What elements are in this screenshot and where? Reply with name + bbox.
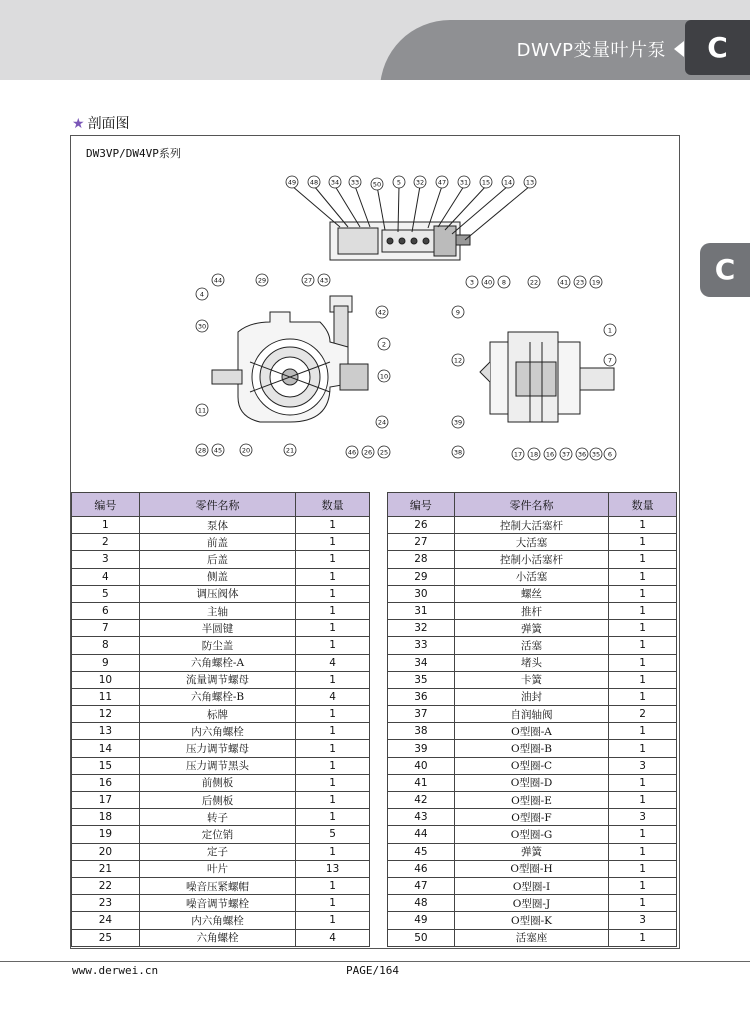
part-number-cell: 12 (72, 706, 140, 723)
part-number-cell: 49 (388, 912, 455, 929)
table-row (388, 551, 677, 568)
header-number: 编号 (72, 493, 140, 517)
callout-right-15: 18 (529, 450, 539, 459)
table-row (388, 637, 677, 654)
part-quantity-cell: 13 (296, 860, 370, 877)
callout-right-13: 38 (453, 448, 463, 457)
callout-top-4: 33 (350, 178, 360, 187)
part-number-cell: 1 (72, 517, 140, 534)
part-quantity-cell: 4 (296, 688, 370, 705)
part-quantity-cell: 1 (296, 585, 370, 602)
callout-top-2: 48 (309, 178, 319, 187)
part-name-cell: 活塞座 (454, 929, 608, 946)
callout-right-2: 40 (483, 278, 493, 287)
callout-top-12: 13 (525, 178, 535, 187)
table-row (388, 912, 677, 929)
part-quantity-cell: 1 (609, 895, 677, 912)
part-number-cell: 31 (388, 602, 455, 619)
callout-left-10: 11 (197, 406, 207, 415)
cross-section-drawing (190, 172, 630, 464)
part-number-cell: 27 (388, 534, 455, 551)
part-quantity-cell: 1 (609, 740, 677, 757)
header-title: DWVP变量叶片泵 (516, 40, 666, 61)
part-number-cell: 8 (72, 637, 140, 654)
table-row (388, 534, 677, 551)
part-quantity-cell: 1 (609, 620, 677, 637)
part-quantity-cell: 1 (609, 877, 677, 894)
part-number-cell: 14 (72, 740, 140, 757)
callout-top-1: 49 (287, 178, 297, 187)
parts-table-right (387, 492, 677, 947)
part-name-cell: O型圈-G (454, 826, 608, 843)
part-name-cell: 调压阀体 (139, 585, 295, 602)
table-row (72, 534, 370, 551)
part-name-cell: 前盖 (139, 534, 295, 551)
part-name-cell: O型圈-A (454, 723, 608, 740)
callout-right-9: 1 (607, 326, 613, 335)
callout-top-10: 15 (481, 178, 491, 187)
part-quantity-cell: 1 (296, 895, 370, 912)
part-name-cell: 控制大活塞杆 (454, 517, 608, 534)
table-row (388, 895, 677, 912)
table-row (388, 723, 677, 740)
callout-right-4: 22 (529, 278, 539, 287)
table-row (388, 585, 677, 602)
part-name-cell: O型圈-J (454, 895, 608, 912)
part-quantity-cell: 1 (296, 774, 370, 791)
series-label: DW3VP/DW4VP系列 (86, 147, 181, 160)
table-row (388, 620, 677, 637)
part-number-cell: 30 (388, 585, 455, 602)
part-quantity-cell: 1 (296, 912, 370, 929)
side-chapter-tab[interactable]: C (700, 243, 750, 297)
part-number-cell: 21 (72, 860, 140, 877)
part-name-cell: 油封 (454, 688, 608, 705)
part-name-cell: 六角螺栓 (139, 929, 295, 946)
callout-right-11: 7 (607, 356, 613, 365)
part-quantity-cell: 1 (609, 723, 677, 740)
part-name-cell: 压力调节黑头 (139, 757, 295, 774)
part-quantity-cell: 1 (296, 706, 370, 723)
part-quantity-cell: 1 (296, 620, 370, 637)
callout-right-6: 23 (575, 278, 585, 287)
part-number-cell: 25 (72, 929, 140, 946)
callout-left-4: 43 (319, 276, 329, 285)
part-number-cell: 34 (388, 654, 455, 671)
part-quantity-cell: 5 (296, 826, 370, 843)
part-name-cell: 噪音调节螺栓 (139, 895, 295, 912)
star-icon: ★ (72, 116, 85, 132)
part-name-cell: 内六角螺栓 (139, 723, 295, 740)
table-row (72, 895, 370, 912)
part-number-cell: 26 (388, 517, 455, 534)
part-name-cell: O型圈-C (454, 757, 608, 774)
part-number-cell: 39 (388, 740, 455, 757)
part-name-cell: O型圈-F (454, 809, 608, 826)
part-quantity-cell: 1 (609, 688, 677, 705)
callout-left-1: 44 (213, 276, 223, 285)
table-row (388, 706, 677, 723)
part-quantity-cell: 4 (296, 654, 370, 671)
table-row (72, 929, 370, 946)
header-part-name: 零件名称 (139, 493, 295, 517)
table-row (388, 826, 677, 843)
part-name-cell: 弹簧 (454, 620, 608, 637)
part-quantity-cell: 1 (296, 637, 370, 654)
part-number-cell: 4 (72, 568, 140, 585)
table-row (72, 843, 370, 860)
callout-right-10: 12 (453, 356, 463, 365)
table-row (72, 688, 370, 705)
table-header-row (388, 493, 677, 517)
table-header-row (72, 493, 370, 517)
table-row (388, 929, 677, 946)
callout-top-7: 32 (415, 178, 425, 187)
part-name-cell: 前侧板 (139, 774, 295, 791)
part-name-cell: 后盖 (139, 551, 295, 568)
table-row (388, 671, 677, 688)
part-quantity-cell: 1 (609, 671, 677, 688)
callout-left-2: 29 (257, 276, 267, 285)
callout-left-9: 10 (379, 372, 389, 381)
table-row (388, 877, 677, 894)
part-quantity-cell: 1 (296, 602, 370, 619)
table-row (388, 740, 677, 757)
part-name-cell: 主轴 (139, 602, 295, 619)
table-row (72, 585, 370, 602)
part-name-cell: 卡簧 (454, 671, 608, 688)
part-number-cell: 28 (388, 551, 455, 568)
part-quantity-cell: 3 (609, 757, 677, 774)
part-number-cell: 33 (388, 637, 455, 654)
part-number-cell: 13 (72, 723, 140, 740)
section-title (72, 113, 130, 133)
part-name-cell: 堵头 (454, 654, 608, 671)
part-number-cell: 35 (388, 671, 455, 688)
part-number-cell: 32 (388, 620, 455, 637)
table-row (388, 843, 677, 860)
header-quantity: 数量 (609, 493, 677, 517)
part-quantity-cell: 1 (609, 551, 677, 568)
table-row (388, 860, 677, 877)
part-number-cell: 5 (72, 585, 140, 602)
part-name-cell: 活塞 (454, 637, 608, 654)
table-row (72, 774, 370, 791)
part-name-cell: 侧盖 (139, 568, 295, 585)
part-quantity-cell: 1 (609, 929, 677, 946)
part-name-cell: 内六角螺栓 (139, 912, 295, 929)
part-quantity-cell: 1 (296, 671, 370, 688)
part-name-cell: 推杆 (454, 602, 608, 619)
part-number-cell: 47 (388, 877, 455, 894)
table-row (72, 809, 370, 826)
part-number-cell: 2 (72, 534, 140, 551)
callout-top-6: 5 (396, 178, 402, 187)
part-quantity-cell: 1 (609, 774, 677, 791)
callout-left-15: 21 (285, 446, 295, 455)
part-name-cell: O型圈-E (454, 792, 608, 809)
part-quantity-cell: 1 (609, 637, 677, 654)
callout-top-8: 47 (437, 178, 447, 187)
part-quantity-cell: 1 (609, 860, 677, 877)
part-name-cell: 噪音压紧螺帽 (139, 877, 295, 894)
table-row (72, 568, 370, 585)
callout-right-12: 39 (453, 418, 463, 427)
part-quantity-cell: 1 (609, 826, 677, 843)
table-row (388, 654, 677, 671)
part-quantity-cell: 1 (296, 551, 370, 568)
header-arrow-icon (674, 41, 684, 57)
part-number-cell: 46 (388, 860, 455, 877)
table-row (388, 568, 677, 585)
part-quantity-cell: 1 (296, 534, 370, 551)
part-name-cell: 流量调节螺母 (139, 671, 295, 688)
callout-right-7: 19 (591, 278, 601, 287)
part-quantity-cell: 1 (296, 568, 370, 585)
table-row (72, 740, 370, 757)
table-row (72, 637, 370, 654)
callout-right-14: 17 (513, 450, 523, 459)
part-name-cell: O型圈-D (454, 774, 608, 791)
table-row (72, 912, 370, 929)
callout-top-11: 14 (503, 178, 513, 187)
callout-left-6: 30 (197, 322, 207, 331)
callout-right-5: 41 (559, 278, 569, 287)
part-number-cell: 24 (72, 912, 140, 929)
section-title-text: 剖面图 (87, 116, 130, 132)
part-number-cell: 42 (388, 792, 455, 809)
callout-left-17: 26 (363, 448, 373, 457)
callout-right-16: 16 (545, 450, 555, 459)
part-name-cell: 压力调节螺母 (139, 740, 295, 757)
part-quantity-cell: 1 (296, 792, 370, 809)
part-quantity-cell: 1 (296, 723, 370, 740)
part-quantity-cell: 1 (609, 517, 677, 534)
part-number-cell: 3 (72, 551, 140, 568)
part-quantity-cell: 4 (296, 929, 370, 946)
part-number-cell: 11 (72, 688, 140, 705)
table-row (72, 860, 370, 877)
table-row (388, 809, 677, 826)
header-part-name: 零件名称 (454, 493, 608, 517)
part-name-cell: 六角螺栓-A (139, 654, 295, 671)
part-name-cell: 定子 (139, 843, 295, 860)
part-number-cell: 7 (72, 620, 140, 637)
part-quantity-cell: 1 (609, 654, 677, 671)
part-name-cell: 半圆键 (139, 620, 295, 637)
part-number-cell: 20 (72, 843, 140, 860)
callout-right-18: 36 (577, 450, 587, 459)
header-chapter-tab[interactable]: C (685, 20, 750, 75)
part-name-cell: 防尘盖 (139, 637, 295, 654)
table-row (388, 757, 677, 774)
page-header (0, 0, 750, 80)
table-row (72, 792, 370, 809)
table-row (72, 706, 370, 723)
part-quantity-cell: 1 (609, 534, 677, 551)
table-row (72, 602, 370, 619)
part-quantity-cell: 1 (296, 757, 370, 774)
part-number-cell: 44 (388, 826, 455, 843)
part-number-cell: 43 (388, 809, 455, 826)
table-row (72, 757, 370, 774)
part-quantity-cell: 3 (609, 912, 677, 929)
parts-table-left (71, 492, 370, 947)
callout-top-9: 31 (459, 178, 469, 187)
part-name-cell: 小活塞 (454, 568, 608, 585)
part-name-cell: O型圈-H (454, 860, 608, 877)
footer-url[interactable]: www.derwei.cn (72, 964, 159, 977)
part-quantity-cell: 1 (296, 809, 370, 826)
callout-right-20: 6 (607, 450, 613, 459)
footer-page-number: PAGE/164 (346, 964, 399, 977)
part-name-cell: O型圈-I (454, 877, 608, 894)
table-row (388, 792, 677, 809)
part-name-cell: 泵体 (139, 517, 295, 534)
header-quantity: 数量 (296, 493, 370, 517)
callout-right-1: 3 (469, 278, 475, 287)
part-name-cell: 转子 (139, 809, 295, 826)
part-quantity-cell: 1 (609, 843, 677, 860)
part-number-cell: 36 (388, 688, 455, 705)
part-name-cell: 叶片 (139, 860, 295, 877)
header-number: 编号 (388, 493, 455, 517)
part-number-cell: 23 (72, 895, 140, 912)
part-number-cell: 22 (72, 877, 140, 894)
table-row (72, 671, 370, 688)
part-name-cell: 弹簧 (454, 843, 608, 860)
part-name-cell: O型圈-K (454, 912, 608, 929)
part-number-cell: 17 (72, 792, 140, 809)
part-number-cell: 6 (72, 602, 140, 619)
table-row (72, 517, 370, 534)
part-quantity-cell: 1 (296, 877, 370, 894)
callout-left-16: 46 (347, 448, 357, 457)
part-quantity-cell: 1 (296, 517, 370, 534)
part-name-cell: 标牌 (139, 706, 295, 723)
part-number-cell: 37 (388, 706, 455, 723)
part-number-cell: 9 (72, 654, 140, 671)
part-number-cell: 10 (72, 671, 140, 688)
callout-left-13: 45 (213, 446, 223, 455)
table-row (388, 774, 677, 791)
part-name-cell: 控制小活塞杆 (454, 551, 608, 568)
callout-right-17: 37 (561, 450, 571, 459)
part-number-cell: 38 (388, 723, 455, 740)
part-number-cell: 18 (72, 809, 140, 826)
part-name-cell: 大活塞 (454, 534, 608, 551)
callout-right-3: 8 (501, 278, 507, 287)
part-name-cell: 六角螺栓-B (139, 688, 295, 705)
part-number-cell: 50 (388, 929, 455, 946)
callout-top-3: 34 (330, 178, 340, 187)
callout-left-3: 27 (303, 276, 313, 285)
part-quantity-cell: 1 (609, 585, 677, 602)
part-name-cell: 螺丝 (454, 585, 608, 602)
callout-left-8: 2 (381, 340, 387, 349)
table-row (72, 877, 370, 894)
callout-top-5: 50 (372, 180, 382, 189)
part-name-cell: 自润轴阀 (454, 706, 608, 723)
part-quantity-cell: 1 (296, 740, 370, 757)
table-row (72, 654, 370, 671)
part-number-cell: 48 (388, 895, 455, 912)
callout-left-11: 24 (377, 418, 387, 427)
part-quantity-cell: 1 (609, 602, 677, 619)
callout-left-18: 25 (379, 448, 389, 457)
part-quantity-cell: 2 (609, 706, 677, 723)
part-number-cell: 16 (72, 774, 140, 791)
table-row (72, 826, 370, 843)
table-row (72, 723, 370, 740)
part-quantity-cell: 1 (609, 792, 677, 809)
callout-left-5: 4 (199, 290, 205, 299)
table-row (388, 688, 677, 705)
part-number-cell: 29 (388, 568, 455, 585)
table-row (72, 620, 370, 637)
callout-left-7: 42 (377, 308, 387, 317)
part-quantity-cell: 1 (296, 843, 370, 860)
part-number-cell: 45 (388, 843, 455, 860)
callout-left-14: 20 (241, 446, 251, 455)
part-number-cell: 19 (72, 826, 140, 843)
callout-right-19: 35 (591, 450, 601, 459)
part-number-cell: 41 (388, 774, 455, 791)
part-name-cell: O型圈-B (454, 740, 608, 757)
part-name-cell: 定位销 (139, 826, 295, 843)
table-row (388, 602, 677, 619)
footer-divider (0, 961, 750, 962)
part-name-cell: 后侧板 (139, 792, 295, 809)
table-row (72, 551, 370, 568)
callout-left-12: 28 (197, 446, 207, 455)
part-quantity-cell: 1 (609, 568, 677, 585)
table-row (388, 517, 677, 534)
part-quantity-cell: 3 (609, 809, 677, 826)
part-number-cell: 40 (388, 757, 455, 774)
part-number-cell: 15 (72, 757, 140, 774)
callout-right-8: 9 (455, 308, 461, 317)
